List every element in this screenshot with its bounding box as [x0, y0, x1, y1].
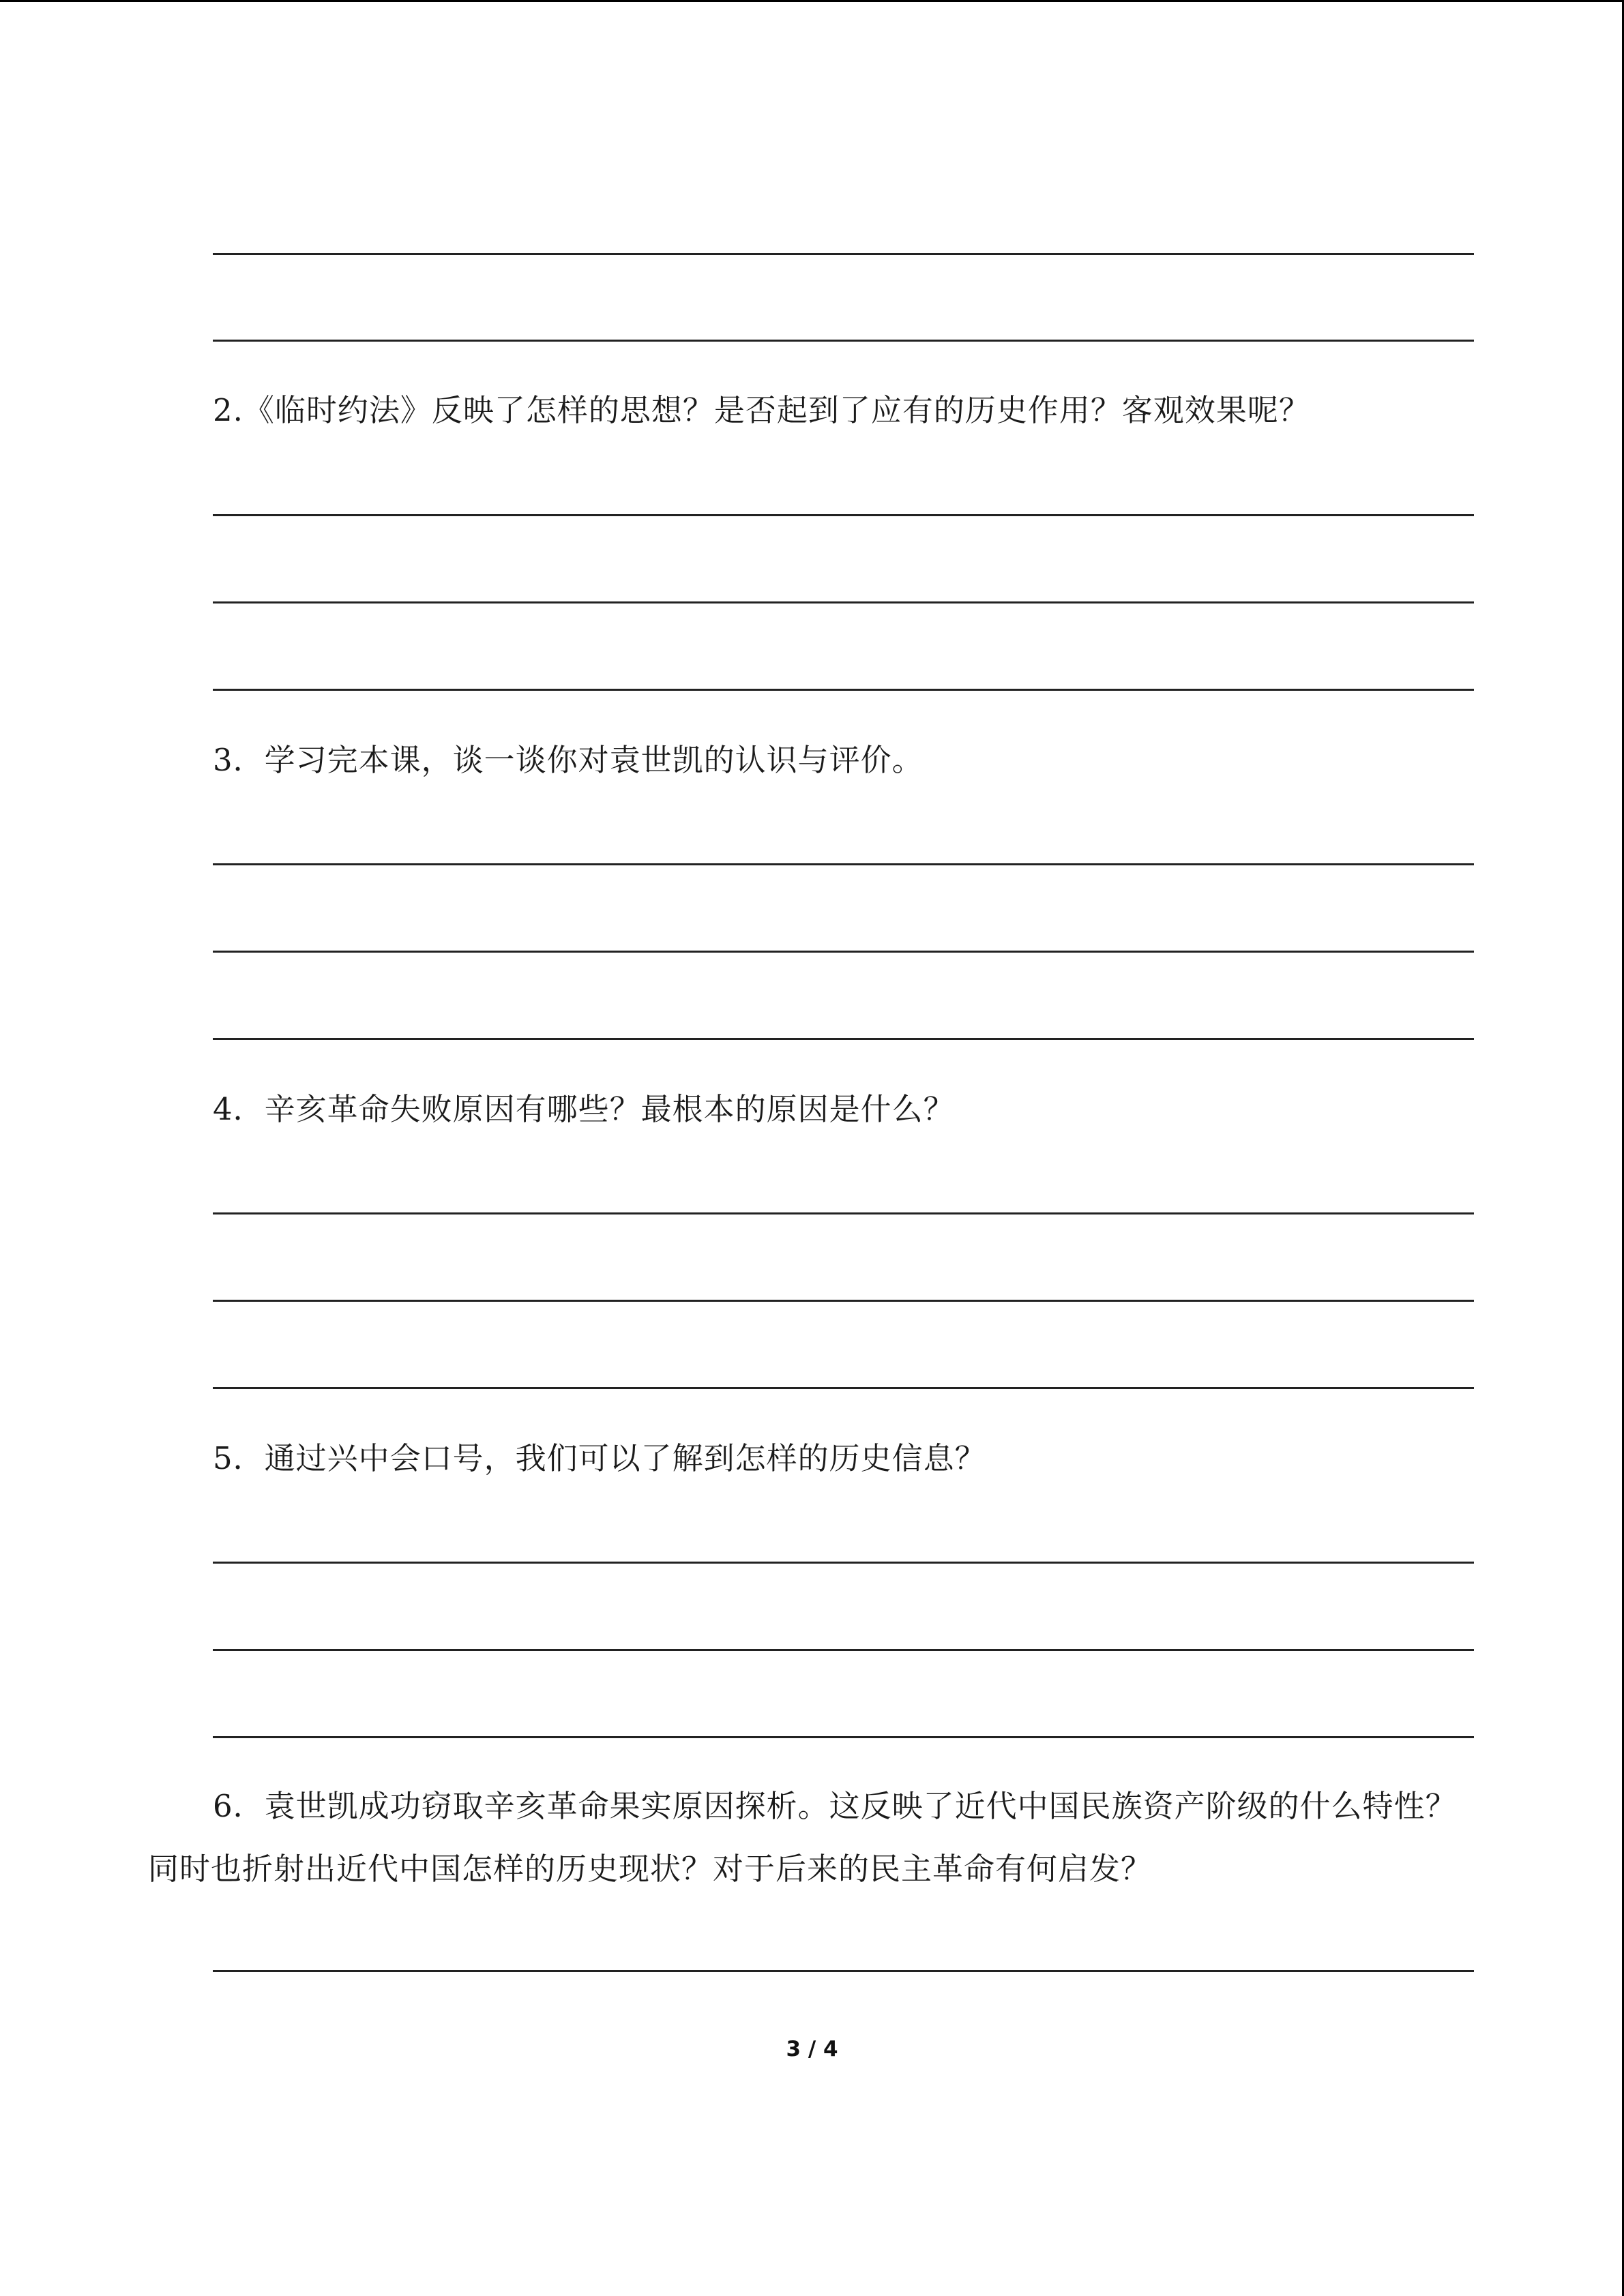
- answer-line[interactable]: [213, 863, 1474, 865]
- answer-line[interactable]: [213, 1212, 1474, 1214]
- answer-line[interactable]: [213, 1562, 1474, 1564]
- answer-line[interactable]: [213, 601, 1474, 603]
- answer-line[interactable]: [213, 514, 1474, 516]
- answer-line[interactable]: [213, 689, 1474, 691]
- answer-line[interactable]: [213, 1970, 1474, 1972]
- answer-line[interactable]: [213, 1736, 1474, 1738]
- page-number: 3 / 4: [786, 2037, 838, 2061]
- answer-line[interactable]: [213, 253, 1474, 255]
- answer-line[interactable]: [213, 951, 1474, 953]
- answer-line[interactable]: [213, 1387, 1474, 1389]
- answer-line[interactable]: [213, 1038, 1474, 1040]
- page-top-border: [0, 0, 1624, 2]
- answer-line[interactable]: [213, 1649, 1474, 1651]
- question-2-text: 2.《临时约法》反映了怎样的思想？是否起到了应有的历史作用？客观效果呢？: [213, 392, 1310, 428]
- answer-line[interactable]: [213, 340, 1474, 342]
- question-4-text: 4．辛亥革命失败原因有哪些？最根本的原因是什么？: [213, 1091, 955, 1127]
- question-5-text: 5．通过兴中会口号，我们可以了解到怎样的历史信息？: [213, 1440, 986, 1476]
- answer-line[interactable]: [213, 1300, 1474, 1302]
- question-3-text: 3．学习完本课，谈一谈你对袁世凯的认识与评价。: [213, 742, 924, 778]
- question-6-text: 6．袁世凯成功窃取辛亥革命果实原因探析。这反映了近代中国民族资产阶级的什么特性？同时也折射出近代中国怎样的历史现状？对于后来的民主革命有何启发？: [148, 1788, 1457, 1887]
